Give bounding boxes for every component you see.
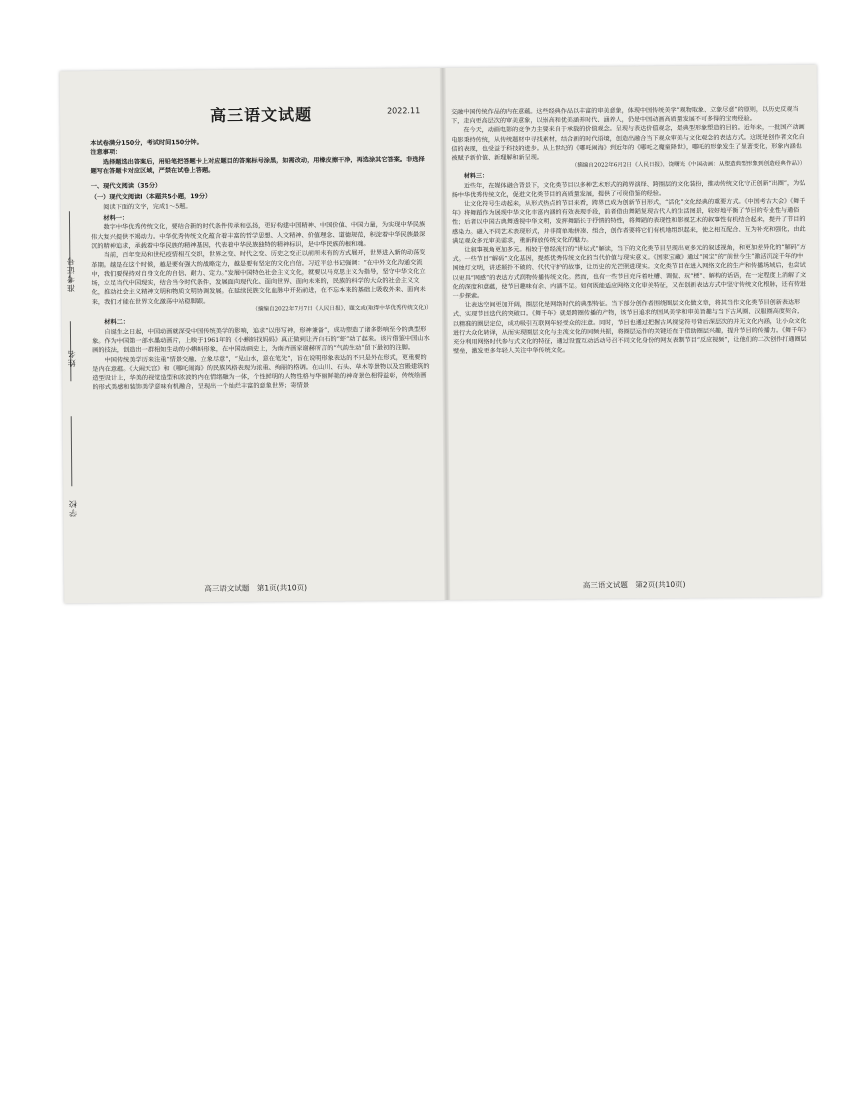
material-1-label: 材料一： bbox=[103, 214, 129, 223]
material-2-paragraph: 中国传统美学历来注重“情景交融、立象尽意”，“见山水，意在笔先”，旨在说明形象表达的不只是外在形式，更重要的是内在意蕴。《大闹天宫》和《哪吒闹海》的民族风格表现为浓重、绚丽的格调。在山川、石头、草木等景物以及宫殿建筑的造型设计上，华美的视觉造型和浓波的内在情绪融为一体，个性鲜明的人物性格与华丽鲜艳的神奇景色相得益彰，传统绘画的形式美感和装饰美学意味有机融合，呈现出一个灿烂丰富的意象世界；寄情景 bbox=[92, 353, 430, 392]
section-heading: 一、现代文阅读（35分） bbox=[90, 182, 162, 191]
material-2-source: （摘编自2022年6月2日《人民日报》，饶曙光《中国动画：从塑造典型形象到创造经典作品》） bbox=[571, 161, 806, 170]
margin-label-exam-number: 准考证号 bbox=[66, 256, 76, 293]
reading-instruction: 阅读下面的文字，完成1～5题。 bbox=[103, 202, 192, 211]
score-time-line: 本试卷满分150分，考试时间150分钟。 bbox=[90, 139, 203, 148]
material-3-label: 材料三： bbox=[463, 172, 489, 181]
note-1: 选择题选出答案后，用铅笔把答题卡上对应题目的答案标号涂黑，如需改动，用橡皮擦干净，再选涂其它答案。非选择题写在答题卡对应区域，严禁在试卷上答题。 bbox=[90, 155, 425, 175]
material-1-paragraph: 当前，百年变局和世纪疫情相互交织，世界之变、时代之变、历史之变正以前所未有的方式展开，世界进入新的动荡变革期。越是在这个时候，越是要有强大的战略定力，越是要有坚定的文化自信。习近平总书记强调：“在中外文化沟通交流中，我们要保持对自身文化的自信、耐力、定力。”发展中国特色社会主义文化，就要以马克思主义为指导，坚守中华文化立场，立足当代中国现实，结合当今时代条件，发展面向现代化、面向世界、面向未来的，民族的科学的大众的社会主义文化，推动社会主义精神文明和物质文明协调发展。在延续民族文化血脉中开拓前进，在不忘本来的基础上吸收外来、面向未来，我们才能在世界文化激荡中站稳脚跟。 bbox=[91, 249, 426, 306]
material-2-paragraph: 在今天，动画电影的竞争力主要来自于承载的价值观念。呈现与表达价值观念，是典型形象塑造的目的。近年来，一批国产动画电影秉持传统，从传统题材中寻找素材，结合新的时代语境，创造出融合当下观众审美与文化观念的表达方式。这既是创作者文化自信的表现，也受益于科技的进步。从上世纪的《哪吒闹海》到近年的《哪吒之魔童降世》，哪吒的形象发生了显著变化，形象内涵也被赋予新价值、新理解和新呈现。 bbox=[451, 124, 805, 162]
page-2-footer: 高三语文试题 第2页(共10页) bbox=[582, 579, 686, 590]
material-2-label: 材料二： bbox=[104, 319, 130, 327]
material-3-paragraph: 让叙事视角更加多元。相较于曾经流行的“讲坛式”解读，当下的文化类节目呈现出更多元的叙述视角，和更加差异化的“解码”方式。一些节目“解码”文化基因，提炼优秀传统文化的当代价值与现实意义。《国家宝藏》通过“国宝”的“前世今生”激活沉淀千年的中国烛灯文明，讲述颠扑不破的、代代守护的故事，让历史的光芒照进现实。文化类节目在进入网络文化的生产和传播场域后，也尝试以更具“网感”的表达方式润物传播传统文化。然而，也有一些节目充斥着吐槽、调侃、玩“梗”、解构的话语，在一定程度上消解了文化的深度和意蕴，使节目趣味有余、内涵不足。如何既能适应网络文化审美特征，又在创新表达方式中坚守传统文化根脉，还有待进一步探索。 bbox=[452, 243, 807, 300]
material-3-paragraph: 让文化符号生动起来，从形式热点的节目来看，跨界已成为创新节目形式，“活化”文化经典的重要方式。《中国考古大会》《舞千年》将舞蹈作为展现中华文化丰富内涵的有效表现手段，前者借由舞蹈复现古代人的生活图景，较好地平衡了节目的专业性与通俗性；后者以中国古典舞透视中华文明，发挥舞蹈长于抒情的特性，将舞蹈的表现性和影视艺术的叙事性有机结合起来，提升了节目的感染力。融入不同艺术表现形式，并非简单地拼凑、组合，创作者要将它们有机地组织起来，使之相互配合、互为补充和强化，由此满足观众多元审美需求，重新释放传统文化的魅力。 bbox=[451, 197, 806, 245]
exam-page-1 bbox=[60, 68, 448, 603]
material-1-paragraph: 数字中华优秀传统文化，要结合新的时代条件传承和弘扬，更好构建中国精神、中国价值、中国力量，为实现中华民族伟大复兴提供不竭动力。中华优秀传统文化蕴含着丰富的哲学思想、人文精神、价值理念、道德规范，积淀着中华民族最深沉的精神追求，承载着中华民族的精神基因，代表着中华民族独特的精神标识，是中华民族的根和魂。 bbox=[91, 221, 426, 251]
page-2-text bbox=[451, 105, 807, 357]
page-title: 高三语文试题 bbox=[210, 105, 313, 126]
margin-label-school: 学校 bbox=[68, 499, 78, 518]
margin-line bbox=[71, 416, 73, 486]
margin-label-name: 姓名 bbox=[67, 349, 77, 368]
page-1-text bbox=[90, 136, 432, 393]
page-1-footer: 高三语文试题 第1页(共10页) bbox=[204, 583, 308, 594]
material-1-source: （摘编自2022年7月7日《人民日报》，题文或(取得中华优秀传统文化)） bbox=[252, 305, 432, 313]
exam-date: 2022.11 bbox=[387, 106, 421, 116]
material-2-continued: 交融中国传统作品的内在意蕴。这些经典作品以丰富的审美意象，体现中国传统美学“观物取象、立象尽意”的原则，以历史反观当下，走向更高层次的审美意象，以崇高和优美涵养时代、涵养人，仍是中国动画高质量发展不可多得的宝贵经验。 bbox=[451, 105, 799, 126]
material-2-paragraph: 自诞生之日起，中国动画就深受中国传统美学的影响，追求“以形写神，形神兼备”，成功塑造了诸多影响至今的典型形象。作为中国第一部水墨动画片，上映于1961年的《小蝌蚪找妈妈》真正做到让齐白石的“虾”动了起来。该片借鉴中国山水画的技法，创造出一群相知生动的小蝌蚪形象，在中国动画史上，为南齐画家谢赫所言的“气韵生动”留下最初的注脚。 bbox=[92, 325, 430, 355]
material-3-paragraph: 让表达空间更加开阔，圈层化是网络时代的典型特征。当下部分创作者围绕圈层文化做文章，将其当作文化类节目创新表达形式、实现节目迭代的突破口。《舞千年》就是跨圈传播的产物，该节目追求的国风美学和审美旨趣与当下古风圈、汉服圈高度契合，以精准的圈层定位，成功吸引互联网年轻受众的注意。同时，节目也通过把握古风视觉符号背后深层次的并无文化内涵，让小众文化进行大众化转译，从而实现圈层文化与主流文化的同频共振，将圈层运作的关键还在于借助圈层兴趣，提升节目的传播力。《舞千年》充分利用网络时代参与式文化的特征，通过设置互动活动号召不同文化身份的网友表制节目“反应视频”，让他们的二次创作打通圈层壁垒，激发更多年轻人关注中华传统文化。 bbox=[452, 299, 807, 356]
notes-heading: 注意事项： bbox=[90, 149, 122, 157]
exam-page-2 bbox=[443, 65, 822, 600]
exam-sheet bbox=[60, 65, 822, 604]
material-3-paragraph: 近些年，在媒体融合背景下，文化类节目以多种艺术形式的跨界演绎、跨圈层的文化装扮，推动传统文化守正创新“出圈”，为弘扬中华优秀传统文化，促进文化类节目的高质量发展，提供了可资借鉴的经验。 bbox=[451, 179, 806, 199]
subsection-heading: （一）现代文阅读Ⅰ（本题共5小题，19分） bbox=[90, 193, 212, 202]
